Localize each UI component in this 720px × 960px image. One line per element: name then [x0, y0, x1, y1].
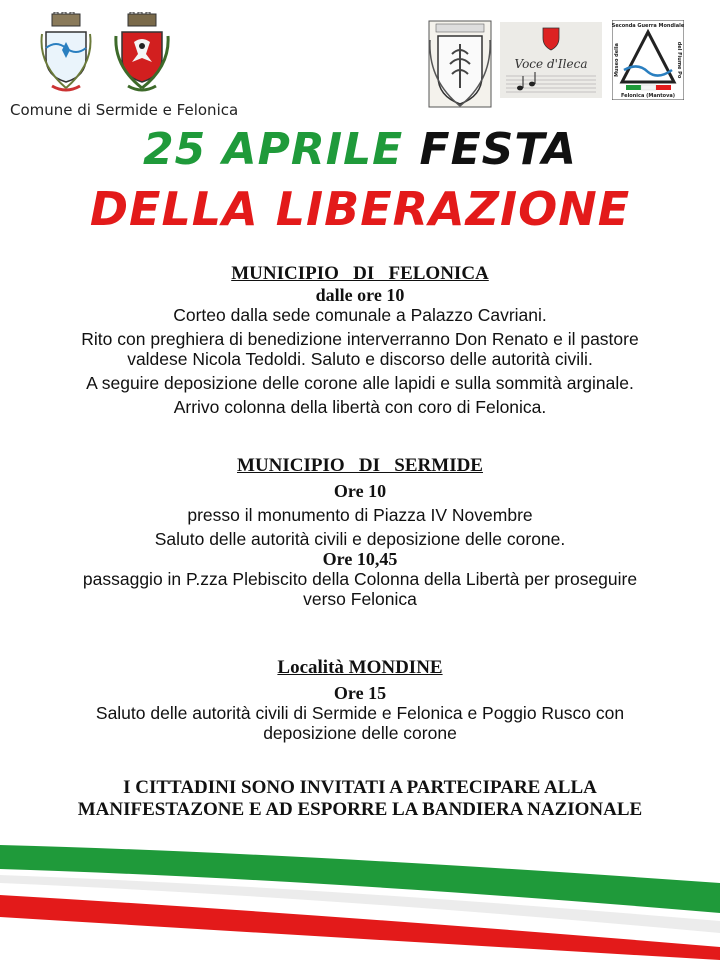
section-line: presso il monumento di Piazza IV Novembre	[187, 505, 533, 525]
voce-logo-text: Voce d'Ileca	[514, 57, 588, 71]
section-felonica	[0, 263, 720, 417]
section-line: Corteo dalla sede comunale a Palazzo Cavriani.	[173, 305, 547, 325]
italian-flag-wave	[0, 835, 720, 960]
coat-of-arms-sermide	[38, 12, 94, 94]
section-line: valdese Nicola Tedoldi. Saluto e discorso delle autorità civili.	[127, 349, 593, 369]
section-time: Ore 15	[333, 683, 387, 703]
museum-logo-right-text: del Fiume Po	[676, 41, 682, 79]
museum-logo-top-text: Seconda Guerra Mondiale	[612, 23, 684, 29]
section-mondine	[0, 657, 720, 743]
section-title: MUNICIPIO DI FELONICA	[231, 263, 489, 284]
section-line: Saluto delle autorità civili di Sermide e Felonica e Poggio Rusco con	[95, 703, 625, 723]
section-line: deposizione delle corone	[263, 723, 457, 743]
invitation-line-2: MANIFESTAZONE E AD ESPORRE LA BANDIERA NAZIONALE	[77, 799, 643, 820]
museum-logo-bottom-text: Felonica (Mantova)	[620, 93, 676, 99]
section-sermide	[0, 455, 720, 609]
headline-date: 25 APRILE	[143, 124, 404, 175]
section-line: A seguire deposizione delle corone alle lapidi e sulla sommità arginale.	[86, 373, 634, 393]
section-line: passaggio in P.zza Plebiscito della Colonna della Libertà per proseguire	[82, 569, 638, 589]
museum-triangle-logo	[612, 20, 684, 100]
headline-line-2: DELLA LIBERAZIONE	[89, 182, 631, 236]
section-time-2: Ore 10,45	[322, 549, 398, 569]
headline-festa: FESTA	[419, 124, 577, 175]
invitation-line-1: I CITTADINI SONO INVITATI A PARTECIPARE ALLA	[123, 777, 597, 798]
section-time: dalle ore 10	[315, 285, 405, 305]
section-title: Località MONDINE	[277, 657, 443, 678]
invitation-text	[0, 777, 720, 821]
coat-of-arms-felonica	[114, 12, 170, 94]
voce-choir-logo	[500, 22, 602, 98]
comune-name: Comune di Sermide e Felonica	[10, 101, 239, 119]
headline-line-1	[0, 124, 720, 175]
museum-logo-left-text: Museo della	[614, 43, 620, 77]
section-title: MUNICIPIO DI SERMIDE	[237, 455, 483, 476]
section-line: verso Felonica	[303, 589, 417, 609]
association-emblem	[428, 20, 492, 108]
section-line: Saluto delle autorità civili e deposizione delle corone.	[154, 529, 566, 549]
section-line: Rito con preghiera di benedizione interverranno Don Renato e il pastore	[81, 329, 639, 349]
section-time: Ore 10	[333, 481, 387, 501]
section-line: Arrivo colonna della libertà con coro di Felonica.	[173, 397, 547, 417]
